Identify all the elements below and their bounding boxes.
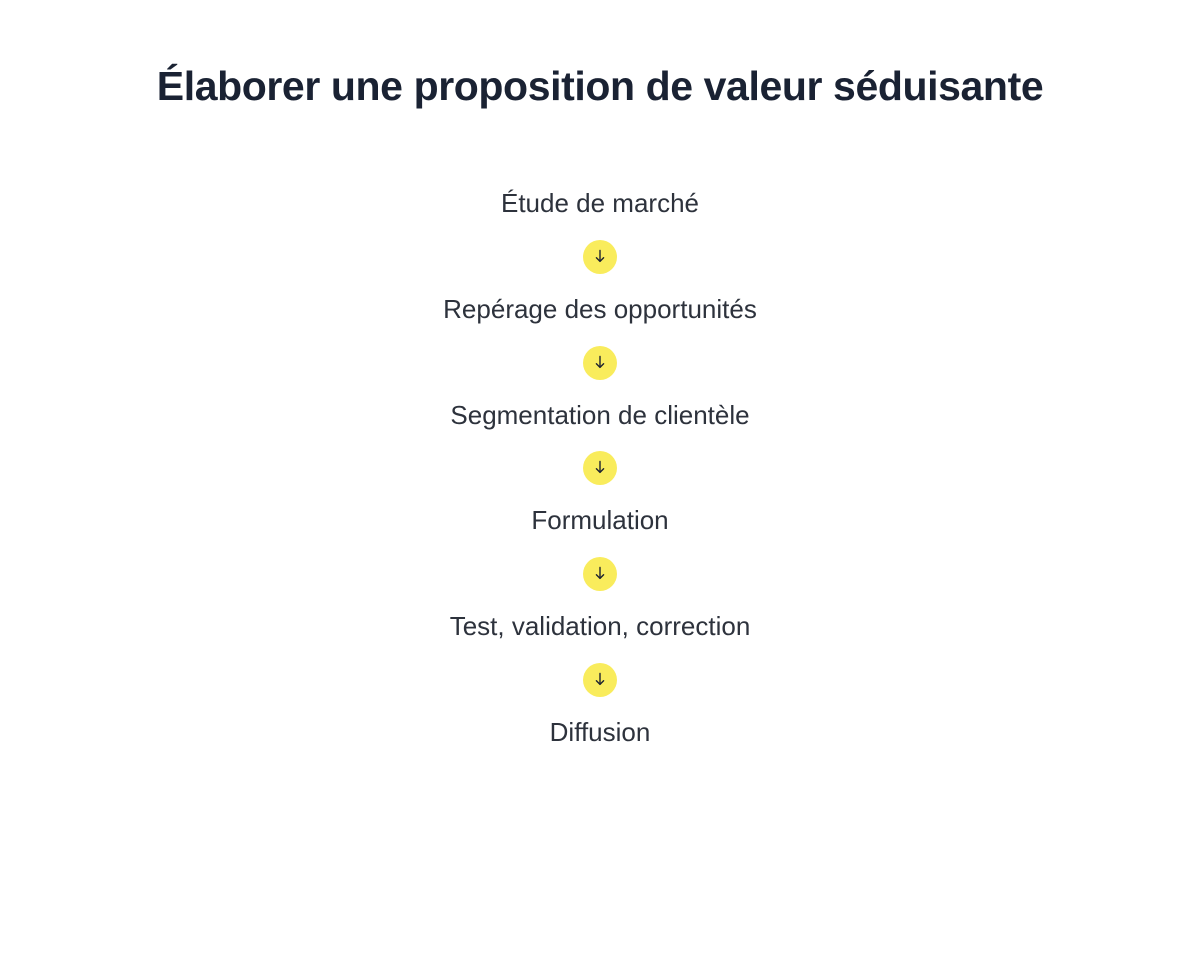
flow-step-2: Repérage des opportunités (443, 293, 757, 324)
flow-step-4: Formulation (531, 505, 669, 536)
arrow-down-icon (583, 240, 617, 274)
page-title: Élaborer une proposition de valeur séduisante (156, 63, 1044, 109)
flow-step-6: Diffusion (549, 716, 651, 747)
flow-step-1: Étude de marché (500, 188, 699, 218)
flow-step-3: Segmentation de clientèle (450, 399, 750, 430)
arrow-down-icon (583, 346, 617, 380)
process-flow (0, 185, 1200, 752)
arrow-down-icon (583, 451, 617, 485)
flow-step-5: Test, validation, correction (449, 611, 751, 642)
arrow-down-icon (583, 557, 617, 591)
arrow-down-icon (583, 663, 617, 697)
